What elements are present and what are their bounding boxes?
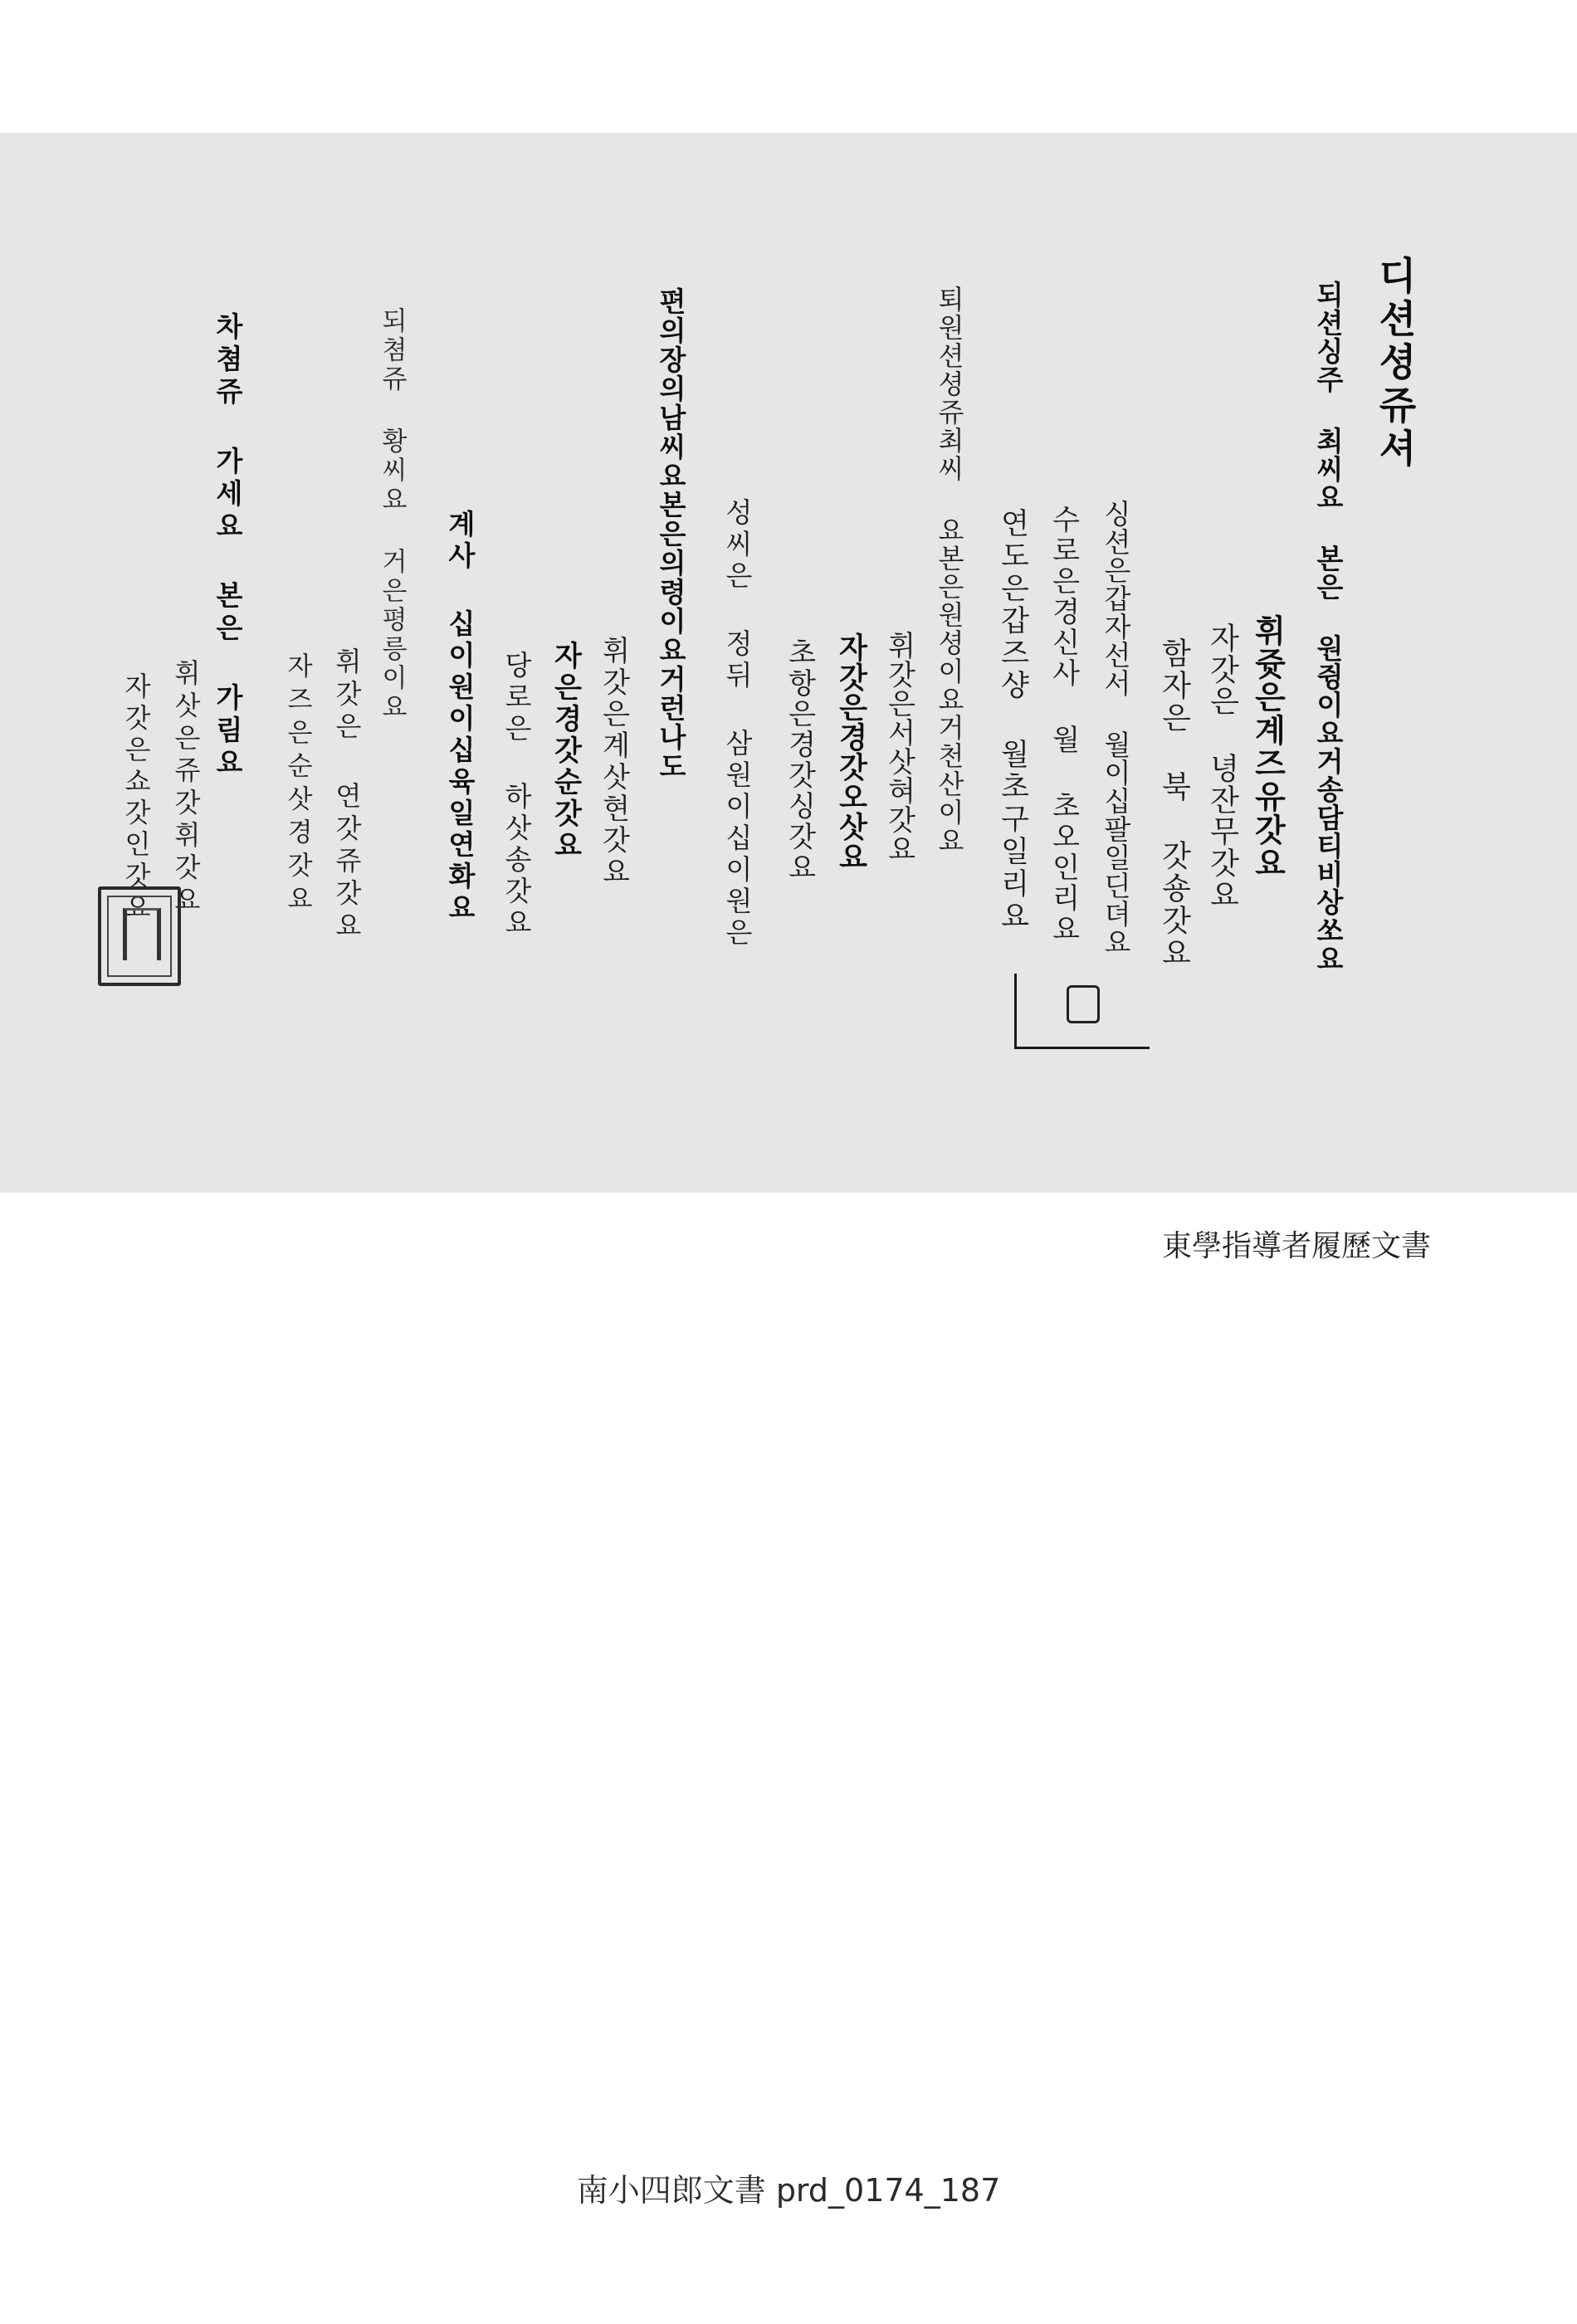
manuscript-column: 자즈은순삿경갓요 — [282, 652, 312, 918]
manuscript-column: 계사 십이원이십육일연화요 — [444, 510, 476, 925]
manuscript-column: 당로은 하삿송갓요 — [500, 651, 533, 940]
manuscript-column: 자갓은 녕잔무갓요 — [1205, 622, 1239, 911]
page-footer: 南小四郎文書 prd_0174_187 — [576, 2172, 1001, 2209]
correction-mark — [1014, 974, 1150, 1049]
manuscript-column: 차쳠쥬 가세요 본은 가림요 — [212, 312, 244, 780]
manuscript-column: 휘갓은서삿혀갓요 — [882, 631, 915, 863]
manuscript-column: 수로은경신사 월 초오인리요 — [1047, 505, 1080, 945]
manuscript-column: 되션싱주 최씨요 본은 원쥥이요거송담티비상쏘요 — [1312, 281, 1345, 973]
manuscript-column: 휘갓은계삿현갓요 — [597, 636, 630, 888]
manuscript-column: 초항은경갓싱갓요 — [783, 637, 816, 883]
manuscript-scan — [0, 133, 1577, 1193]
manuscript-column: 연도은갑즈샹 월초구일리요 — [996, 508, 1029, 933]
manuscript-column: 휘갓은 연갓쥬갓요 — [331, 647, 363, 944]
manuscript-column: 성씨은 정뒤 삼원이십이원은 — [721, 498, 754, 950]
manuscript-column: 싱션은갑자선서 월이십팔일딘뎌요 — [1100, 500, 1132, 956]
manuscript-column: 편의장의남씨요본은의령이요거런나도 — [655, 287, 687, 781]
seal-stamp — [98, 886, 181, 986]
manuscript-column: 자갓은경갓오삿요 — [834, 632, 868, 872]
manuscript-column: 함자은 북 갓숑갓요 — [1157, 637, 1191, 969]
manuscript-column: 자갓은쇼갓인갓요 — [120, 672, 152, 925]
document-caption: 東學指導者履歷文書 — [1161, 1229, 1431, 1263]
manuscript-column: 퇴원션셩쥬최씨 요본은원셩이요거천산이요 — [934, 286, 965, 855]
manuscript-heading: 디션셩쥬셔 — [1373, 256, 1418, 471]
manuscript-column: 휘쥿은계즈유갓요 — [1249, 614, 1286, 880]
manuscript-column: 되쳠쥬 황씨요 거은평릉이요 — [377, 307, 407, 722]
manuscript-column: 휘삿은쥬갓휘갓요 — [170, 659, 202, 918]
manuscript-column: 자은경갓순갓요 — [549, 641, 582, 862]
